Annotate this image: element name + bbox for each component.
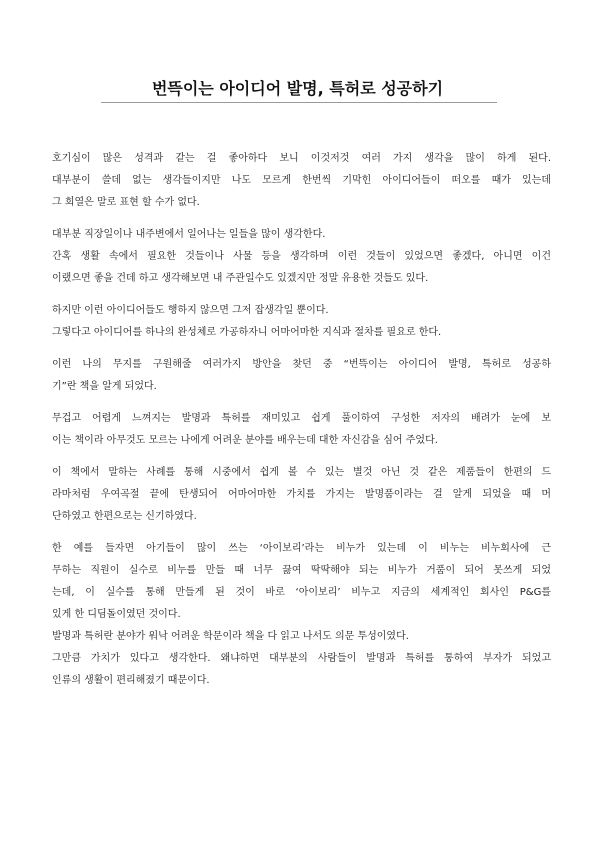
text-line: 대부분이 쓸데 없는 생각들이지만 나도 모르게 한번씩 기막힌 아이디어들이 떠오를 때가 있는데 bbox=[52, 175, 551, 186]
paragraph-1 bbox=[52, 148, 551, 214]
text-line: 단하였고 한편으로는 신기하였다. bbox=[52, 511, 197, 522]
text-line: 기”란 책을 알게 되었다. bbox=[52, 381, 157, 392]
paragraph-6 bbox=[52, 462, 551, 528]
text-line: 호기심이 많은 성격과 같는 걸 좋아하다 보니 이것저것 여러 가지 생각을 많이 하게 된다. bbox=[52, 153, 551, 164]
text-line: 하지만 이런 아이디어들도 행하지 않으면 그저 잡생각일 뿐이다. bbox=[52, 305, 329, 316]
paragraph-2 bbox=[52, 224, 551, 290]
text-line: 한 예를 들자면 아기들이 많이 쓰는 ‘아이보리’라는 비누가 있는데 이 비누는 비누회사에 근 bbox=[52, 543, 551, 554]
title-underline bbox=[101, 102, 497, 103]
paragraph-3 bbox=[52, 300, 551, 344]
text-line: 그 희열은 말로 표현 할 수가 없다. bbox=[52, 197, 200, 208]
text-line: 그렇다고 아이디어를 하나의 완성체로 가공하자니 어마어마한 지식과 절차를 필요로 한다. bbox=[52, 327, 442, 338]
text-line: 대부분 직장일이나 내주변에서 일어나는 일들을 많이 생각한다. bbox=[52, 229, 326, 240]
text-line: 이는 책이라 아무것도 모르는 나에게 어려운 분야를 배우는데 대한 자신감을 심어 주었다. bbox=[52, 435, 438, 446]
text-line: 이 책에서 말하는 사례를 통해 시중에서 쉽게 볼 수 있는 별것 아닌 것 같은 제품들이 한편의 드 bbox=[52, 467, 551, 478]
text-line: 간혹 생활 속에서 필요한 것들이나 사물 등을 생각하며 이런 것들이 있었으면 좋겠다, 아니면 이건 bbox=[52, 251, 551, 262]
document-body bbox=[52, 148, 551, 692]
text-line: 발명과 특허란 분야가 워낙 어려운 학문이라 책을 다 읽고 나서도 의문 투성이였다. bbox=[52, 631, 409, 642]
paragraph-4 bbox=[52, 354, 551, 398]
text-line: 있게 한 디딤돌이였던 것이다. bbox=[52, 609, 181, 620]
text-line: 이랬으면 좋을 건데 하고 생각해보면 내 주관일수도 있겠지만 정말 유용한 것들도 있다. bbox=[52, 273, 429, 284]
text-line: 인류의 생활이 편리해졌기 때문이다. bbox=[52, 675, 210, 686]
text-line: 무하는 직원이 실수로 비누를 만들 때 너무 끓여 딱딱해야 되는 비누가 거품이 되어 못쓰게 되었 bbox=[52, 565, 551, 576]
text-line: 무겁고 어렵게 느껴지는 발명과 특허를 재미있고 쉽게 풀이하여 구성한 저자의 배려가 눈에 보 bbox=[52, 413, 551, 424]
text-line: 는데, 이 실수를 통해 만들게 된 것이 바로 ‘아이보리’ 비누고 지금의 세계적인 회사인 P&G를 bbox=[52, 587, 551, 598]
text-line: 그만큼 가치가 있다고 생각한다. 왜냐하면 대부분의 사람들이 발명과 특허를 통하여 부자가 되었고 bbox=[52, 653, 551, 664]
paragraph-5 bbox=[52, 408, 551, 452]
document-title: 번뜩이는 아이디어 발명, 특허로 성공하기 bbox=[151, 79, 444, 98]
text-line: 라마처럼 우여곡절 끝에 탄생되어 어마어마한 가치를 가지는 발명품이라는 걸 알게 되었을 때 머 bbox=[52, 489, 551, 500]
paragraph-7 bbox=[52, 538, 551, 692]
text-line: 이런 나의 무지를 구원해줄 여러가지 방안을 찾던 중 “번뜩이는 아이디어 발명, 특허로 성공하 bbox=[52, 359, 551, 370]
